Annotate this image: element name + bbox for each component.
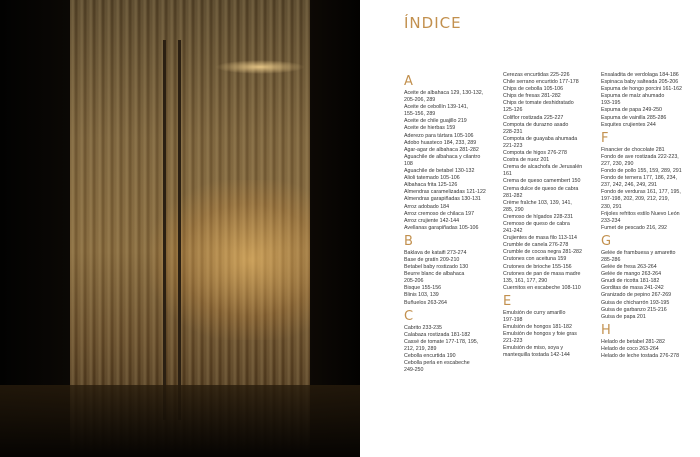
index-entry: Guisa de garbanzo 215-216 <box>601 306 667 313</box>
index-entry: Fondo de ternera 177, 186, 234, <box>601 175 677 182</box>
index-entry: Gelée de mango 263-264 <box>601 271 662 278</box>
index-entry: Espuma de maíz ahumado <box>601 93 665 100</box>
index-entry: Alioli tatemado 105-106 <box>404 175 460 182</box>
index-entry: mantequilla tostada 142-144 <box>503 352 570 359</box>
door-handle-left <box>163 40 166 420</box>
floor <box>0 385 360 457</box>
index-entry: Betabel baby rostizado 130 <box>404 264 469 271</box>
index-entry: Calabaza rostizada 181-182 <box>404 331 471 338</box>
ceiling-lamp <box>215 60 305 74</box>
index-entry: Arroz adobado 184 <box>404 203 450 210</box>
index-entry: Aceite de albahaca 129, 130-132, <box>404 90 484 96</box>
index-entry: 161 <box>503 171 512 178</box>
index-entry: Crutones con aceituna 159 <box>503 256 567 263</box>
index-entry: 241-242 <box>503 228 523 235</box>
section-letter: A <box>404 74 413 89</box>
page-title: ÍNDICE <box>404 14 462 32</box>
index-entry: Emulsión de hongos 181-182 <box>503 324 572 331</box>
index-entry: Blinis 103, 139 <box>404 292 439 299</box>
index-entry: Espuma de hongo porcini 161-162 <box>601 86 682 93</box>
index-entry: Compota de durazno asado <box>503 121 569 128</box>
index-entry: Coliflor rostizada 225-227 <box>503 114 564 121</box>
index-entry: Espuma de papa 249-250 <box>601 107 662 114</box>
index-entry: 221-223 <box>503 142 523 149</box>
index-entry: 285-286 <box>601 256 621 263</box>
index-entry: Gelée de frambuesa y amaretto <box>601 249 676 256</box>
index-entry: 249-250 <box>404 367 424 374</box>
index-entry: Espinaca baby salteada 205-206 <box>601 79 679 86</box>
index-entry: Frijoles refritos estilo Nuevo León <box>601 210 680 217</box>
index-entry: Base de gratín 209-210 <box>404 256 460 263</box>
index-entry: Buñuelos 263-264 <box>404 299 447 306</box>
index-entry: 197-198, 202, 209, 212, 219, <box>601 196 670 203</box>
index-entry: 155-156, 289 <box>404 111 436 118</box>
index-entry: Cabrito 233-235 <box>404 324 442 331</box>
index-entry: Fondo de pollo 155, 159, 289, 291 <box>601 168 682 175</box>
index-page <box>360 0 700 457</box>
index-entry: Gelée de fresa 263-264 <box>601 264 657 271</box>
index-entry: Crema de alcachofa de Jerusalén <box>503 164 583 171</box>
section-letter: H <box>601 322 611 338</box>
index-entry: Emulsión de hongos y foie gras <box>503 331 577 338</box>
index-entry: Agar-agar de albahaca 281-282 <box>404 146 479 153</box>
index-entry: Gnudi de ricotta 181-182 <box>601 278 660 285</box>
index-entry: Helado de betabel 281-282 <box>601 338 665 345</box>
index-entry: Helado de coco 263-264 <box>601 345 659 352</box>
index-entry: Chips de tomate deshidratado <box>503 100 574 107</box>
index-entry: Aderezo para tártara 105-106 <box>404 132 474 139</box>
index-entry: Crumble de cocoa negra 281-282 <box>503 249 582 256</box>
section-letter: B <box>404 233 413 249</box>
index-entry: Emulsión de miso, soya y <box>503 345 564 352</box>
index-entry: 197-198 <box>503 317 523 323</box>
section-letter: G <box>601 233 612 249</box>
index-entry: Cerezas encurtidas 225-226 <box>503 72 570 78</box>
index-column-1 <box>404 72 496 374</box>
index-entry: Avellanas garapiñadas 105-106 <box>404 224 479 231</box>
index-entry: Crujientes de masa filo 113-114 <box>503 235 578 242</box>
index-entry: Emulsión de curry amarillo <box>503 309 566 316</box>
index-entry: Aceite de chile guajillo 219 <box>404 118 467 125</box>
index-entry: 281-282 <box>503 192 523 199</box>
index-entry: Chile serrano encurtido 177-178 <box>503 79 579 86</box>
index-entry: 227, 230, 290 <box>601 160 634 167</box>
index-entry: Guisa de papa 201 <box>601 313 646 320</box>
section-letter: E <box>503 293 512 309</box>
index-entry: Chips de fresas 281-282 <box>503 93 561 100</box>
index-entry: Cuernitos en escabeche 108-110 <box>503 284 581 291</box>
index-entry: 212, 219, 289 <box>404 345 437 352</box>
index-entry: Ensaladita de verdolaga 184-186 <box>601 72 679 78</box>
index-entry: Beurre blanc de albahaca <box>404 271 465 278</box>
index-entry: Espuma de vainilla 285-286 <box>601 114 667 121</box>
index-entry: Almendras caramelizadas 121-122 <box>404 189 486 196</box>
index-entry: Aguachile de albahaca y cilantro <box>404 153 481 160</box>
index-entry: Crema de queso camembert 150 <box>503 178 581 185</box>
index-entry: Fumet de pescado 216, 292 <box>601 224 667 231</box>
index-entry: 285, 290 <box>503 206 524 213</box>
index-entry: Cassé de tomate 177-178, 195, <box>404 338 479 345</box>
index-entry: 205-206 <box>404 278 424 285</box>
door-handle-right <box>178 40 181 420</box>
index-entry: Albahaca frita 125-126 <box>404 182 458 189</box>
index-entry: Compota de higos 276-278 <box>503 150 567 157</box>
index-entry: 135, 161, 177, 290 <box>503 277 548 284</box>
index-entry: Costra de nuez 201 <box>503 157 550 164</box>
index-entry: Chips de cebolla 105-106 <box>503 86 564 93</box>
index-entry: Fondo de verduras 161, 177, 195, <box>601 189 681 196</box>
index-entry: Baklava de kataifi 273-274 <box>404 249 467 256</box>
index-entry: Esquites crujientes 244 <box>601 121 656 128</box>
index-entry: Arroz cremoso de chilaca 197 <box>404 210 475 217</box>
index-entry: Fondo de ave rostizada 222-223, <box>601 153 679 160</box>
index-entry: Almendras garapiñadas 130-131 <box>404 196 481 203</box>
index-entry: Crème fraîche 103, 139, 141, <box>503 199 572 206</box>
index-entry: Aceite de hierbas 159 <box>404 125 456 132</box>
index-entry: Guisa de chicharrón 193-195 <box>601 299 670 306</box>
index-entry: Cremoso de hígados 228-231 <box>503 213 574 220</box>
index-entry: Cebolla perla en escabeche <box>404 360 470 367</box>
index-entry: Crutones de pan de masa madre <box>503 270 581 277</box>
index-column-3 <box>601 72 693 360</box>
index-entry: 108 <box>404 160 413 167</box>
section-letter: F <box>601 130 609 146</box>
index-entry: Crumble de canela 276-278 <box>503 242 569 249</box>
index-entry: 221-223 <box>503 338 523 345</box>
index-entry: 230, 291 <box>601 203 622 210</box>
index-entry: Crema dulce de queso de cabra <box>503 185 579 192</box>
index-entry: Aceite de cebollín 139-141, <box>404 104 469 111</box>
index-entry: Granizado de pepino 267-269 <box>601 292 672 299</box>
index-entry: Aguachile de betabel 130-132 <box>404 168 475 175</box>
index-entry: Helado de leche tostada 276-278 <box>601 353 680 359</box>
index-column-2 <box>503 72 595 360</box>
index-entry: Bisque 155-156 <box>404 285 442 292</box>
section-letter: C <box>404 308 414 324</box>
index-entry: 233-234 <box>601 217 621 224</box>
index-entry: Financier de chocolate 281 <box>601 146 665 153</box>
index-entry: Adobo huasteco 184, 233, 289 <box>404 139 477 146</box>
index-entry: 228-231 <box>503 128 523 135</box>
index-entry: 193-195 <box>601 100 621 107</box>
index-entry: Cebolla encurtida 190 <box>404 353 456 359</box>
index-entry: Gorditas de masa 241-242 <box>601 285 664 292</box>
index-entry: Arroz crujiente 142-144 <box>404 217 460 224</box>
index-entry: 125-126 <box>503 107 523 114</box>
index-entry: Cremoso de queso de cabra <box>503 220 570 227</box>
index-entry: 205-206, 289 <box>404 97 436 104</box>
index-entry: 237, 242, 246, 249, 291 <box>601 182 657 189</box>
index-entry: Crutones de brioche 155-156 <box>503 263 572 270</box>
index-entry: Compota de guayaba ahumada <box>503 135 578 142</box>
